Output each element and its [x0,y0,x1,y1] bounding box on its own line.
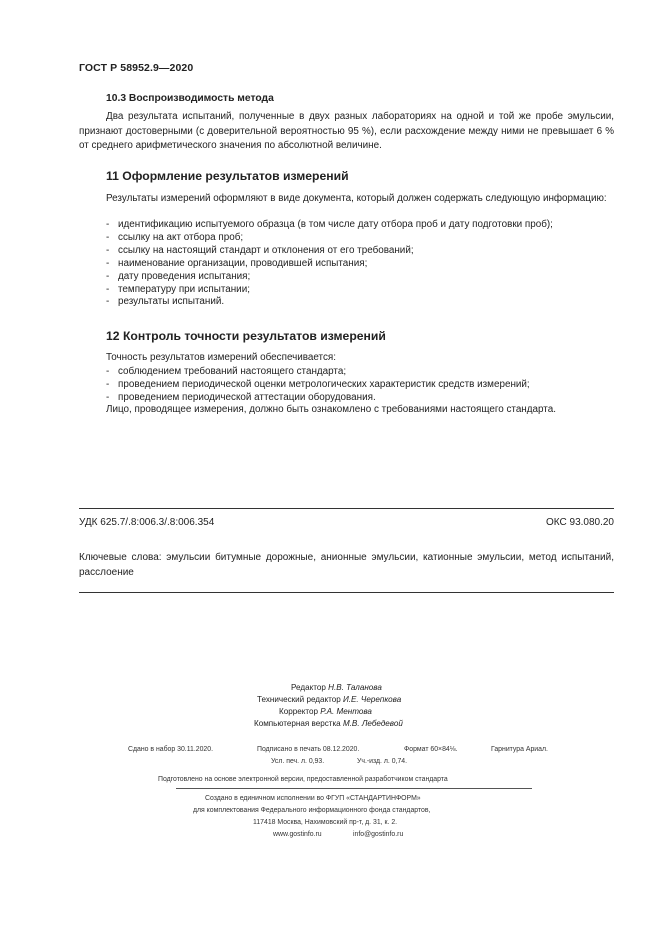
section-11-intro: Результаты измерений оформляют в виде документа, который должен содержать следующую информацию: [106,193,607,204]
credit-corrector: Корректор Р.А. Ментова [279,707,372,716]
imprint-submitted: Сдано в набор 30.11.2020. [128,746,214,753]
imprint-print-sheets: Усл. печ. л. 0,93. [271,758,325,765]
list-item: - дату проведения испытания; [106,270,251,282]
section-12-list [106,366,530,405]
credit-tech-editor: Технический редактор И.Е. Черепкова [257,695,402,704]
list-item: - температуру при испытании; [106,283,250,295]
list-item: - ссылку на акт отбора проб; [106,231,244,243]
list-item: - ссылку на настоящий стандарт и отклонения от его требований; [106,244,414,256]
divider-bottom [79,592,614,593]
imprint-website: www.gostinfo.ru [273,831,322,838]
section-11-list [106,219,553,309]
list-item: - проведением периодической оценки метрологических характеристик средств измерений; [106,378,530,390]
imprint-email: info@gostinfo.ru [353,831,404,838]
imprint-pub-sheets: Уч.-изд. л. 0,74. [357,758,408,765]
imprint-typeface: Гарнитура Ариал. [491,746,548,753]
imprint-prepared: Подготовлено на основе электронной версии, предоставленной разработчиком стандарта [158,776,448,783]
imprint-divider [176,788,532,789]
section-10-3-paragraph: Два результата испытаний, полученные в двух разных лабораториях на одной и той же пробе эмульсии, признают достоверными (с доверительной вероятностью 95 %), если расхождение между ними не превышает 6 % от среднего арифметического значения по абсолютной величине. [79,111,614,152]
udk-code: УДК 625.7/.8:006.3/.8:006.354 [79,517,215,528]
section-10-3-heading: 10.3 Воспроизводимость метода [106,93,274,104]
imprint-created: Создано в единичном исполнении во ФГУП «СТАНДАРТИНФОРМ» [205,795,421,802]
imprint-signed: Подписано в печать 08.12.2020. [257,746,360,753]
imprint-format: Формат 60×84⅛. [404,746,458,753]
oks-code: ОКС 93.080.20 [546,517,614,528]
imprint-for-fund: для комплектования Федерального информационного фонда стандартов, [193,807,431,814]
list-item: - идентификацию испытуемого образца (в том числе дату отбора проб и дату подготовки проб); [106,219,553,230]
credit-editor: Редактор Н.В. Таланова [291,683,382,692]
list-item: - соблюдением требований настоящего стандарта; [106,366,347,377]
section-12-closing: Лицо, проводящее измерения, должно быть ознакомлено с требованиями настоящего стандарта. [106,404,556,415]
keywords: Ключевые слова: эмульсии битумные дорожные, анионные эмульсии, катионные эмульсии, метод испытаний, расслоение [79,552,614,578]
document-header: ГОСТ Р 58952.9—2020 [79,62,194,74]
section-11-heading: 11 Оформление результатов измерений [106,169,349,183]
section-12-heading: 12 Контроль точности результатов измерений [106,329,386,343]
section-12-intro: Точность результатов измерений обеспечивается: [106,352,336,363]
list-item: - результаты испытаний. [106,296,225,308]
list-item: - проведением периодической аттестации оборудования. [106,391,376,403]
list-item: - наименование организации, проводившей испытания; [106,257,368,269]
imprint-address: 117418 Москва, Нахимовский пр-т, д. 31, к. 2. [253,819,398,826]
credit-layout: Компьютерная верстка М.В. Лебедевой [254,719,403,728]
divider-top [79,508,614,509]
